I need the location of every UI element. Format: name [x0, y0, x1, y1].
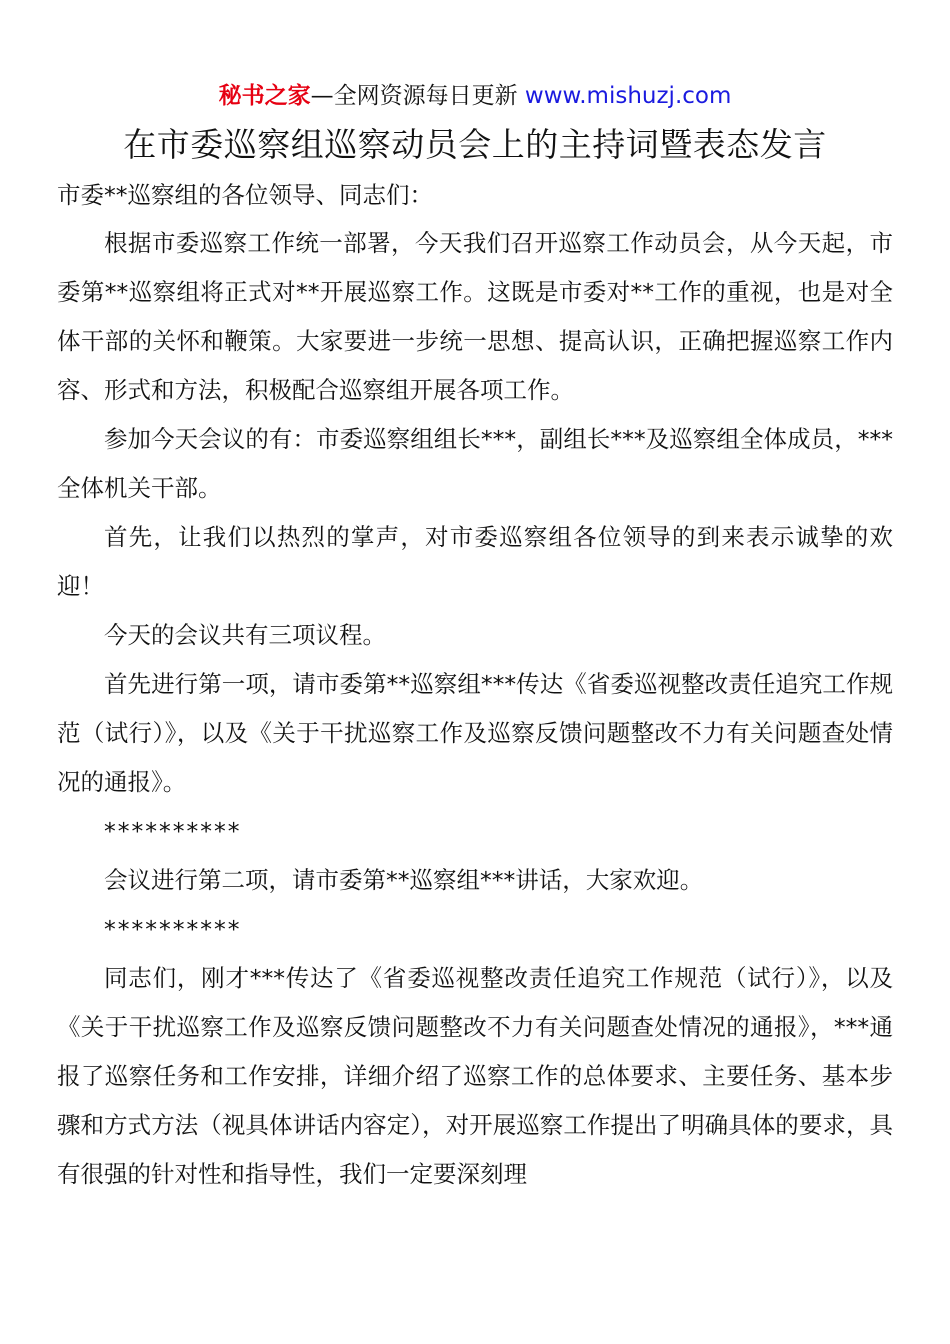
placeholder-stars: **********	[104, 915, 242, 943]
paragraph-agenda: 今天的会议共有三项议程。	[104, 621, 386, 649]
site-header	[0, 78, 950, 114]
site-url-link[interactable]: www.mishuzj.com	[524, 83, 732, 109]
paragraph-welcome: 首先，让我们以热烈的掌声，对市委巡察组各位领导的到来表示诚挚的欢迎！	[57, 523, 893, 600]
salutation: 市委**巡察组的各位领导、同志们：	[57, 181, 433, 209]
header-tagline: —全网资源每日更新	[310, 83, 518, 109]
paragraph-item-two: 会议进行第二项，请市委第**巡察组***讲话，大家欢迎。	[104, 866, 704, 894]
document-title: 在市委巡察组巡察动员会上的主持词暨表态发言	[123, 125, 827, 164]
document-body	[57, 171, 893, 1199]
paragraph-item-one: 首先进行第一项，请市委第**巡察组***传达《省委巡视整改责任追究工作规范（试行）》，以及《关于干扰巡察工作及巡察反馈问题整改不力有关问题查处情况的通报》。	[57, 670, 893, 796]
paragraph-attendees: 参加今天会议的有：市委巡察组组长***，副组长***及巡察组全体成员，***全体机关干部。	[57, 425, 893, 502]
paragraph-summary: 同志们，刚才***传达了《省委巡视整改责任追究工作规范（试行）》，以及《关于干扰巡察工作及巡察反馈问题整改不力有关问题查处情况的通报》，***通报了巡察任务和工作安排，详细介绍了巡察工作的总体要求、主要任务、基本步骤和方式方法（视具体讲话内容定），对开展巡察工作提出了明确具体的要求，具有很强的针对性和指导性，我们一定要深刻理	[57, 964, 893, 1188]
placeholder-stars: **********	[104, 817, 242, 845]
paragraph-deployment: 根据市委巡察工作统一部署，今天我们召开巡察工作动员会，从今天起，市委第**巡察组将正式对**开展巡察工作。这既是市委对**工作的重视，也是对全体干部的关怀和鞭策。大家要进一步统一思想、提高认识，正确把握巡察工作内容、形式和方法，积极配合巡察组开展各项工作。	[57, 229, 893, 404]
brand-name: 秘书之家	[218, 83, 311, 109]
